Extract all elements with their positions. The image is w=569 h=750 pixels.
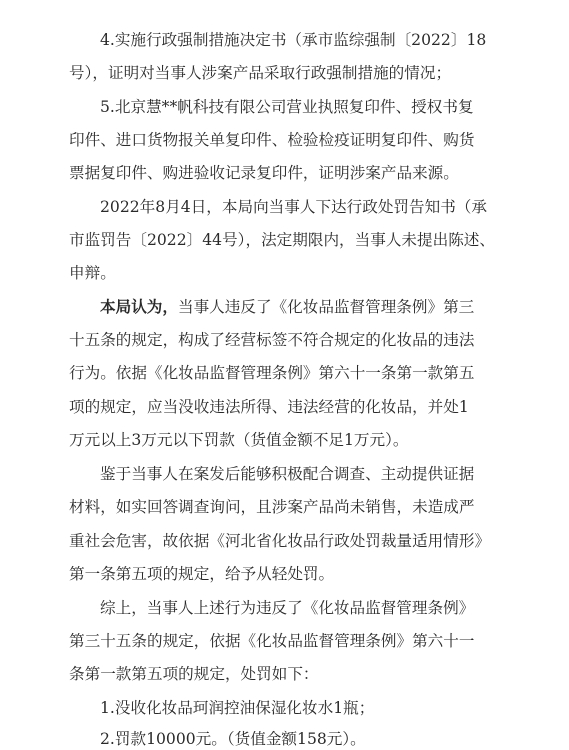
para-finding-line-4: 项的规定，应当没收违法所得、违法经营的化妆品，并处1 xyxy=(69,398,469,416)
para-conclusion-line-1: 综上，当事人上述行为违反了《化妆品监督管理条例》 xyxy=(100,599,475,617)
finding-bold-lead: 本局认为， xyxy=(100,297,178,316)
para-item-4-line-1: 4.实施行政强制措施决定书（承市监综强制〔2022〕18 xyxy=(100,31,487,49)
penalty-item-2: 2.罚款10000元。（货值金额158元）。 xyxy=(100,730,366,748)
para-finding-line-2: 十五条的规定，构成了经营标签不符合规定的化妆品的违法 xyxy=(69,331,475,349)
para-mitigation-line-2: 材料，如实回答调查询问，且涉案产品尚未销售，未造成严 xyxy=(69,498,475,516)
para-mitigation-line-3: 重社会危害，故依据《河北省化妆品行政处罚裁量适用情形》 xyxy=(69,532,491,550)
para-item-5-line-1: 5.北京慧**帆科技有限公司营业执照复印件、授权书复 xyxy=(100,98,474,116)
penalty-item-1: 1.没收化妆品珂润控油保湿化妆水1瓶； xyxy=(100,699,375,717)
para-finding-line-5: 万元以上3万元以下罚款（货值金额不足1万元）。 xyxy=(69,431,409,449)
para-item-5-line-3: 票据复印件、购进验收记录复印件，证明涉案产品来源。 xyxy=(69,164,459,182)
para-conclusion-line-2: 第三十五条的规定，依据《化妆品监督管理条例》第六十一 xyxy=(69,632,475,650)
para-item-4-line-2: 号），证明对当事人涉案产品采取行政强制措施的情况； xyxy=(69,64,452,82)
para-conclusion-line-3: 条第一款第五项的规定，处罚如下： xyxy=(69,665,319,683)
finding-line-1-text: 当事人违反了《化妆品监督管理条例》第三 xyxy=(177,298,475,316)
para-mitigation-line-1: 鉴于当事人在案发后能够积极配合调查、主动提供证据 xyxy=(100,465,475,483)
para-notice-line-3: 申辩。 xyxy=(69,264,116,282)
para-item-5-line-2: 印件、进口货物报关单复印件、检验检疫证明复印件、购货 xyxy=(69,131,475,149)
para-notice-line-2: 市监罚告〔2022〕44号），法定期限内，当事人未提出陈述、 xyxy=(69,231,495,249)
para-notice-line-1: 2022年8月4日，本局向当事人下达行政处罚告知书（承 xyxy=(100,198,487,216)
para-finding-line-1 xyxy=(0,296,569,318)
para-mitigation-line-4: 第一条第五项的规定，给予从轻处罚。 xyxy=(69,565,335,583)
para-finding-line-3: 行为。依据《化妆品监督管理条例》第六十一条第一款第五 xyxy=(69,364,475,382)
